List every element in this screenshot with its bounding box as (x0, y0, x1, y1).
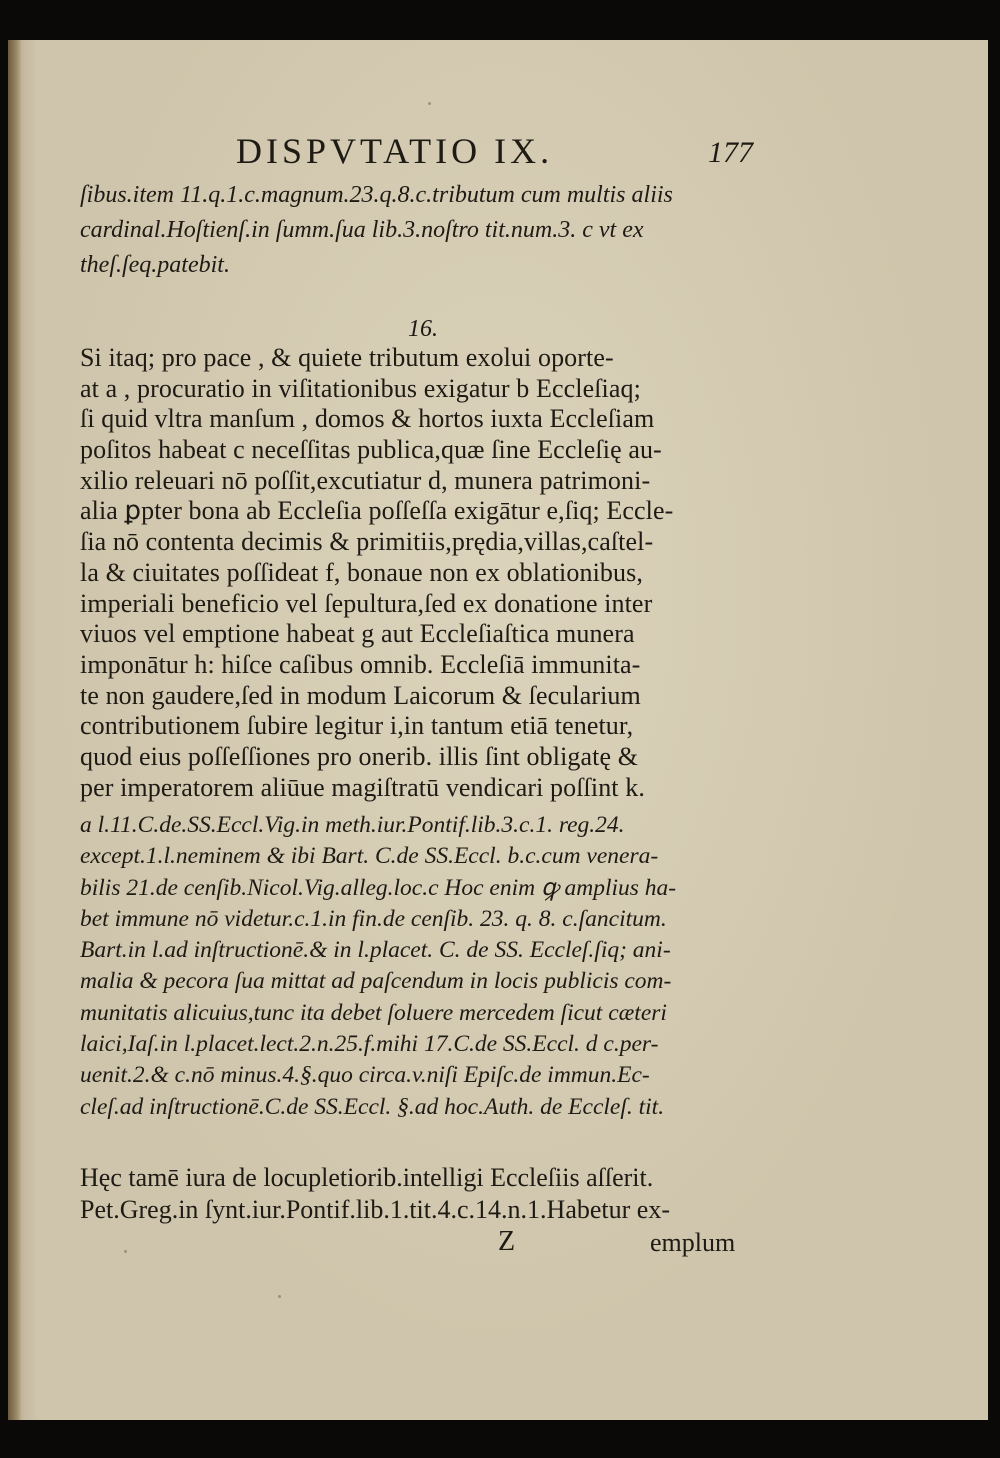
note-line: theſ.ſeq.patebit. (80, 252, 230, 278)
text-line: xilio releuari nō poſſit,excutiatur d, munera patrimoni- (80, 465, 651, 495)
text-line: at a , procuratio in viſitationibus exigatur b Eccleſiaq; (80, 373, 641, 403)
text-line: Pet.Greg.in ſynt.iur.Pontif.lib.1.tit.4.c.14.n.1.Habetur ex- (80, 1195, 670, 1224)
footnote-line: laici,Iaſ.in l.placet.lect.2.n.25.f.mihi 17.C.de SS.Eccl. d c.per- (80, 1031, 659, 1058)
footnote-line: bilis 21.de cenſib.Nicol.Vig.alleg.loc.c Hoc enim ꝙ amplius ha- (80, 874, 677, 901)
catchword: emplum (650, 1228, 736, 1257)
text-line: alia ꝑpter bona ab Eccleſia poſſeſſa exigātur e,ſiq; Eccle- (80, 496, 674, 526)
text-line: te non gaudere,ſed in modum Laicorum & ſecularium (80, 680, 641, 710)
main-paragraph (80, 343, 760, 803)
footnote-line: a l.11.C.de.SS.Eccl.Vig.in meth.iur.Pontif.lib.3.c.1. reg.24. (80, 812, 625, 838)
text-line: Si itaq; pro pace , & quiete tributum exolui oporte- (80, 343, 614, 372)
note-line: cardinal.Hoſtienſ.in ſumm.ſua lib.3.noſtro tit.num.3. c vt ex (80, 217, 644, 243)
footnote-line: munitatis alicuius,tunc ita debet ſoluere mercedem ſicut cæteri (80, 999, 667, 1026)
footnote-line: bet immune nō videtur.c.1.in fin.de cenſib. 23. q. 8. c.ſancitum. (80, 905, 667, 932)
continued-footnote-block (80, 178, 760, 283)
text-line: viuos vel emptione habeat g aut Eccleſiaſtica munera (80, 619, 635, 649)
text-line: contributionem ſubire legitur i,in tantum etiā tenetur, (80, 711, 634, 741)
page-header (8, 130, 988, 180)
closing-paragraph (80, 1162, 760, 1226)
text-line: la & ciuitates poſſideat f, bonaue non ex oblationibus, (80, 557, 643, 587)
footnote-line: malia & pecora ſua mittat ad paſcendum in locis publicis com- (80, 968, 672, 995)
footnote-line: uenit.2.& c.nō minus.4.§.quo circa.v.niſi Epiſc.de immun.Ec- (80, 1062, 650, 1089)
text-line: Hęc tamē iura de locupletiorib.intelligi Eccleſiis aſſerit. (80, 1163, 654, 1192)
text-line: imperiali beneficio vel ſepultura,ſed ex donatione inter (80, 588, 653, 618)
paper-speck (124, 1250, 127, 1253)
text-line: imponātur h: hiſce caſibus omnib. Eccleſiā immunita- (80, 649, 641, 679)
note-line: ſibus.item 11.q.1.c.magnum.23.q.8.c.tributum cum multis aliis (80, 182, 673, 208)
section-number: 16. (408, 316, 438, 342)
page-number: 177 (708, 136, 753, 169)
paper-speck (428, 102, 431, 105)
text-line: ſia nō contenta decimis & primitiis,prędia,villas,caſtel- (80, 527, 654, 557)
footnote-line: except.1.l.neminem & ibi Bart. C.de SS.Eccl. b.c.cum venera- (80, 843, 659, 870)
book-page (8, 40, 988, 1420)
footnotes-block (80, 810, 760, 1123)
text-line: ſi quid vltra manſum , domos & hortos iuxta Eccleſiam (80, 404, 655, 434)
running-title: DISPVTATIO IX. (236, 131, 554, 171)
text-line: per imperatorem aliūue magiſtratū vendicari poſſint k. (80, 772, 645, 802)
text-line: poſitos habeat c neceſſitas publica,quæ ſine Eccleſię au- (80, 435, 662, 465)
signature-mark: Z (498, 1226, 516, 1257)
footnote-line: cleſ.ad inſtructionē.C.de SS.Eccl. §.ad hoc.Auth. de Eccleſ. tit. (80, 1093, 665, 1120)
text-line: quod eius poſſeſſiones pro onerib. illis ſint obligatę & (80, 741, 639, 771)
book-spine-edge (8, 40, 22, 1420)
footnote-line: Bart.in l.ad inſtructionē.& in l.placet. C. de SS. Eccleſ.ſiq; ani- (80, 937, 671, 964)
paper-speck (278, 1295, 281, 1298)
